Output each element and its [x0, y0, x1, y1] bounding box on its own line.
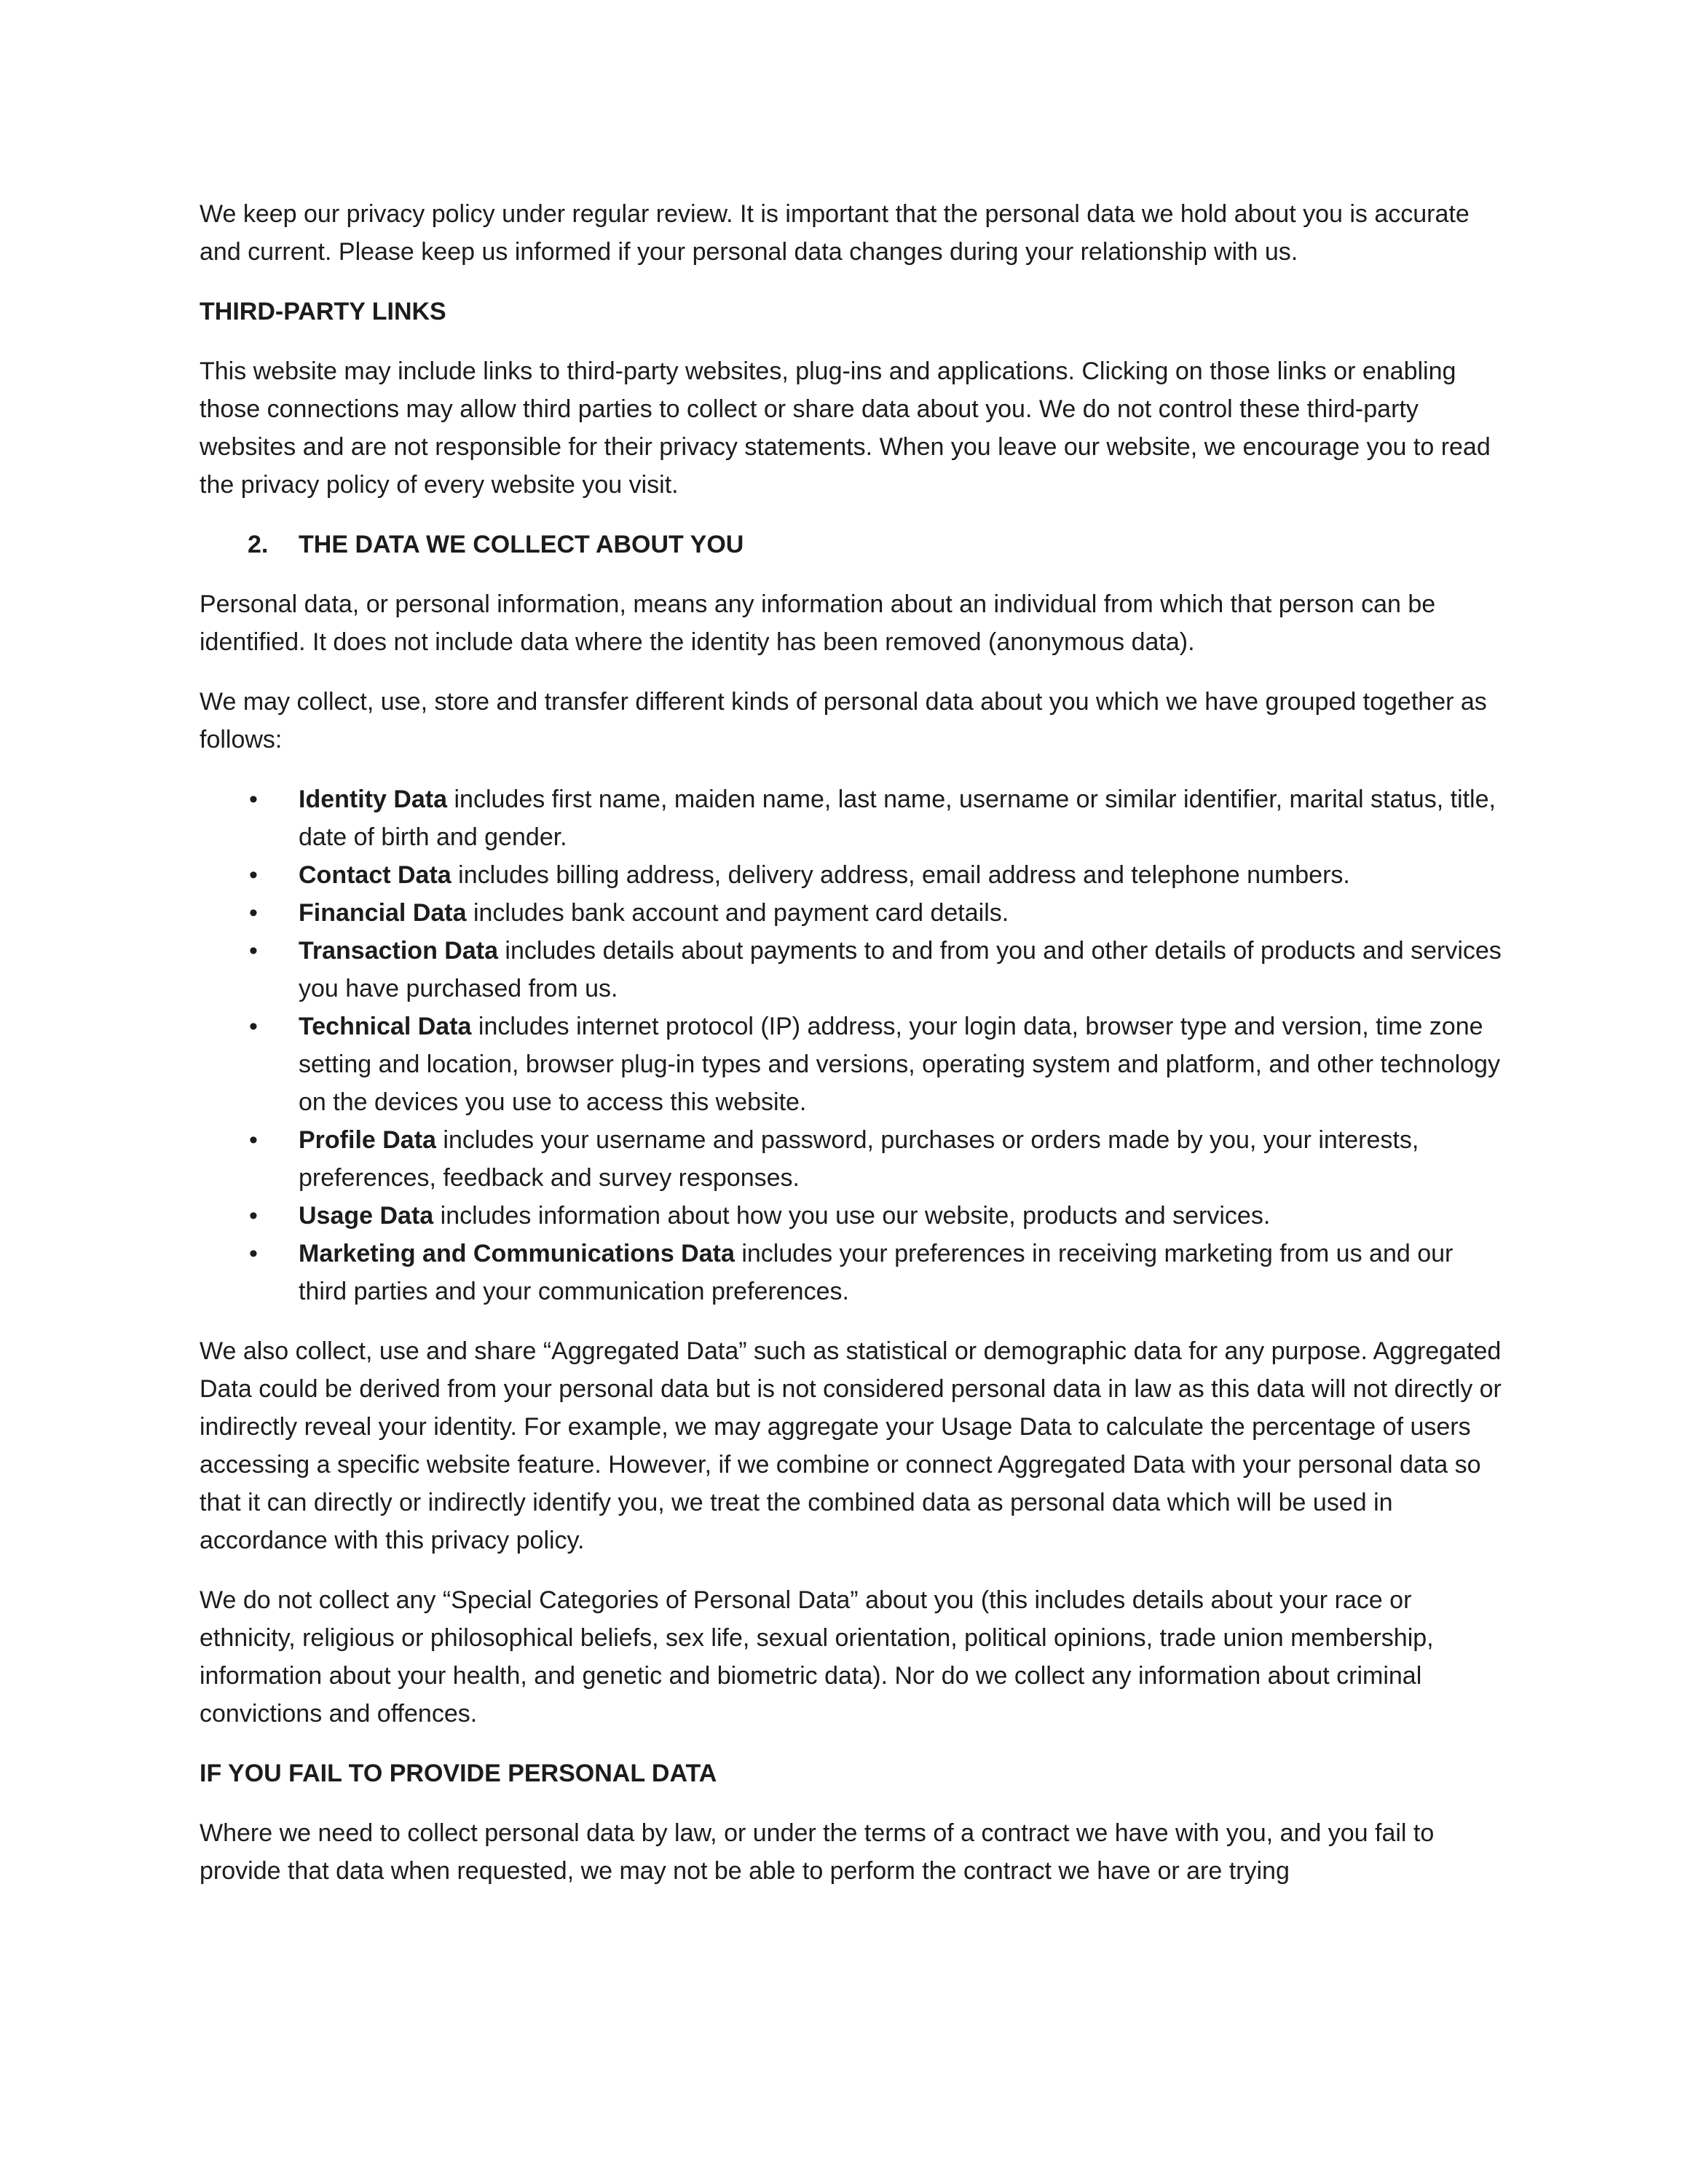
- list-item-text: includes details about payments to and from you and other details of products and services you have purchased from us.: [299, 937, 1502, 1002]
- bullet-icon: •: [249, 1202, 258, 1230]
- list-item-text: includes billing address, delivery address, email address and telephone numbers.: [451, 861, 1350, 889]
- third-party-links-paragraph: This website may include links to third-party websites, plug-ins and applications. Clicking on those links or enabling those connections may allow third parties to collect or share data about you. We do not control these third-party websites and are not responsible for their privacy statements. When you leave our website, we encourage you to read the privacy policy of every website you visit.: [200, 357, 1491, 499]
- special-categories-paragraph: We do not collect any “Special Categories of Personal Data” about you (this includes details about your race or ethnicity, religious or philosophical beliefs, sex life, sexual orientation, political opinions, trade union membership, information about your health, and genetic and biometric data). Nor do we collect any information about criminal convictions and offences.: [200, 1586, 1434, 1728]
- list-item-text: includes bank account and payment card details.: [466, 899, 1009, 927]
- bullet-icon: •: [249, 1013, 258, 1040]
- list-item-term: Financial Data: [299, 899, 467, 927]
- bullet-icon: •: [249, 937, 258, 965]
- list-item-text: includes your preferences in receiving marketing from us and our third parties and your communication preferences.: [299, 1240, 1454, 1305]
- list-item-text: includes internet protocol (IP) address, your login data, browser type and version, time zone setting and location, browser plug-in types and versions, operating system and platform, and other technology on the devices you use to access this website.: [299, 1013, 1500, 1116]
- document-page: [200, 195, 1503, 1912]
- list-item-term: Contact Data: [299, 861, 451, 889]
- section-2-heading: [200, 526, 1503, 563]
- bullet-icon: •: [249, 1240, 258, 1267]
- list-item: [200, 894, 1503, 932]
- review-paragraph: We keep our privacy policy under regular review. It is important that the personal data we hold about you is accurate and current. Please keep us informed if your personal data changes during your relationship with us.: [200, 200, 1470, 266]
- list-item: [200, 1008, 1503, 1121]
- bullet-icon: •: [249, 1126, 258, 1154]
- list-item: [200, 1121, 1503, 1197]
- list-item-text: includes information about how you use our website, products and services.: [433, 1202, 1271, 1230]
- section-number: 2.: [248, 531, 269, 558]
- list-item: [200, 1197, 1503, 1235]
- data-categories-list: [200, 780, 1503, 1310]
- list-item-term: Marketing and Communications Data: [299, 1240, 735, 1267]
- list-item: [200, 932, 1503, 1008]
- list-item: [200, 1235, 1503, 1310]
- list-item-term: Technical Data: [299, 1013, 472, 1040]
- list-item-text: includes first name, maiden name, last name, username or similar identifier, marital status, title, date of birth and gender.: [299, 786, 1496, 851]
- data-kinds-intro: We may collect, use, store and transfer different kinds of personal data about you which we have grouped together as follows:: [200, 688, 1487, 753]
- bullet-icon: •: [249, 786, 258, 813]
- list-item: [200, 780, 1503, 856]
- list-item-text: includes your username and password, purchases or orders made by you, your interests, preferences, feedback and survey responses.: [299, 1126, 1419, 1192]
- fail-to-provide-paragraph: Where we need to collect personal data by law, or under the terms of a contract we have with you, and you fail to provide that data when requested, we may not be able to perform the contract we have or are trying: [200, 1819, 1435, 1885]
- list-item-term: Identity Data: [299, 786, 448, 813]
- bullet-icon: •: [249, 899, 258, 927]
- list-item: [200, 856, 1503, 894]
- personal-data-definition: Personal data, or personal information, means any information about an individual from which that person can be identified. It does not include data where the identity has been removed (anonymous data).: [200, 590, 1436, 656]
- bullet-icon: •: [249, 861, 258, 889]
- list-item-term: Profile Data: [299, 1126, 436, 1154]
- fail-to-provide-heading: IF YOU FAIL TO PROVIDE PERSONAL DATA: [200, 1760, 717, 1787]
- list-item-term: Usage Data: [299, 1202, 434, 1230]
- third-party-links-heading: THIRD-PARTY LINKS: [200, 298, 446, 325]
- section-title: THE DATA WE COLLECT ABOUT YOU: [299, 531, 744, 558]
- list-item-term: Transaction Data: [299, 937, 498, 965]
- aggregated-data-paragraph: We also collect, use and share “Aggregated Data” such as statistical or demographic data for any purpose. Aggregated Data could be derived from your personal data but is not considered personal data in law as this data will not directly or indirectly reveal your identity. For example, we may aggregate your Usage Data to calculate the percentage of users accessing a specific website feature. However, if we combine or connect Aggregated Data with your personal data so that it can directly or indirectly identify you, we treat the combined data as personal data which will be used in accordance with this privacy policy.: [200, 1337, 1502, 1554]
